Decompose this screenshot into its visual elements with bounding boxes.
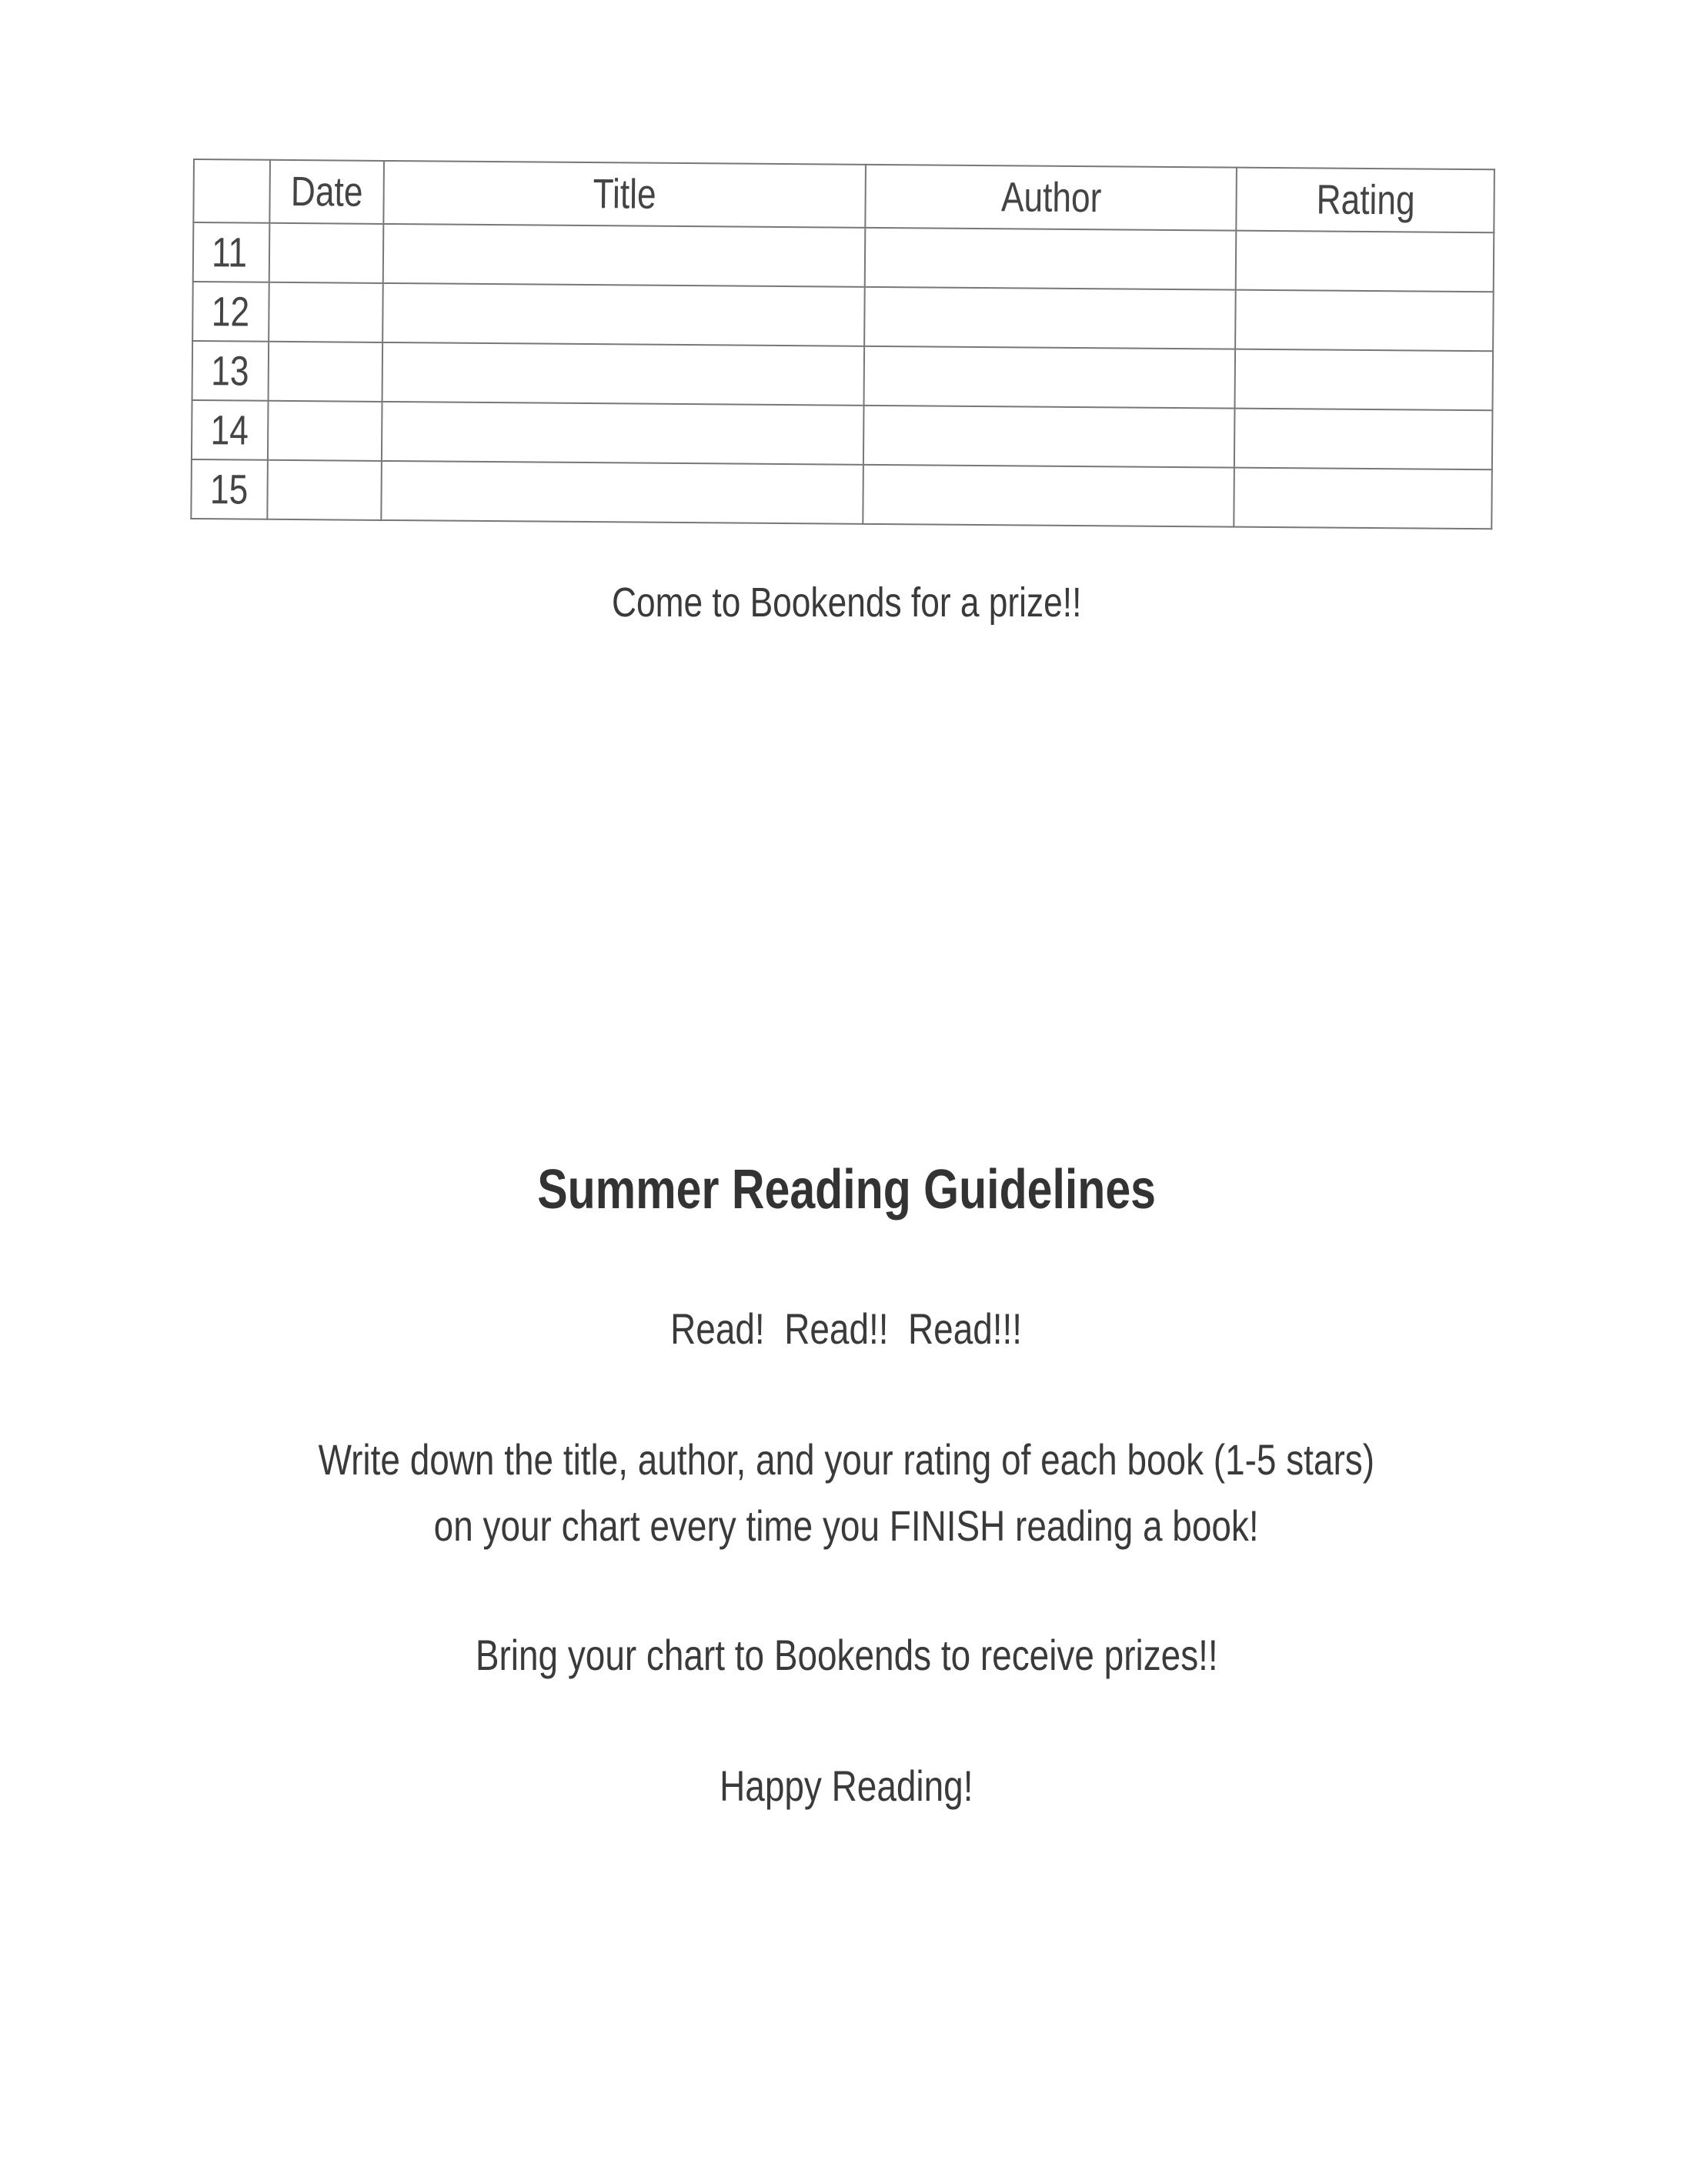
title-cell[interactable] [382,402,864,465]
rating-cell[interactable] [1234,409,1492,470]
header-date: Date [269,160,384,224]
date-cell[interactable] [268,401,382,461]
rating-cell[interactable] [1234,468,1492,529]
date-cell[interactable] [269,223,384,283]
happy-reading-line: Happy Reading! [720,1762,973,1810]
author-cell[interactable] [864,287,1236,349]
header-title: Title [383,161,866,228]
bring-chart-line: Bring your chart to Bookends to receive prizes!! [475,1631,1218,1679]
row-number: 12 [192,282,269,342]
author-cell[interactable] [863,346,1235,409]
table-row [193,222,1494,292]
header-author: Author [865,165,1237,231]
instruction-line-1: Write down the title, author, and your rating of each book (1-5 stars) [318,1435,1375,1484]
table-row [191,459,1492,529]
author-cell[interactable] [863,465,1234,527]
author-cell[interactable] [863,406,1235,468]
table-row [192,400,1493,469]
instruction-line-2: on your chart every time you FINISH reading a book! [434,1501,1259,1550]
table-row [192,341,1494,410]
date-cell[interactable] [267,460,382,520]
row-number: 11 [193,222,270,282]
rating-cell[interactable] [1235,290,1493,352]
table-header-row [193,159,1494,232]
title-cell[interactable] [381,461,863,524]
rating-cell[interactable] [1235,349,1493,411]
title-cell[interactable] [383,224,866,287]
row-number: 14 [192,400,269,460]
header-number [193,159,270,223]
reading-log-table [190,159,1495,529]
author-cell[interactable] [865,228,1237,290]
title-cell[interactable] [382,283,865,346]
row-number: 13 [192,341,269,401]
prize-note: Come to Bookends for a prize!! [611,579,1082,626]
row-number: 15 [191,459,268,519]
guidelines-title: Summer Reading Guidelines [537,1159,1156,1221]
title-cell[interactable] [382,342,864,406]
read-line: Read! Read!! Read!!! [670,1304,1023,1353]
rating-cell[interactable] [1236,231,1494,292]
date-cell[interactable] [269,282,383,342]
header-rating: Rating [1237,168,1494,233]
date-cell[interactable] [268,342,382,402]
table-row [192,282,1494,351]
